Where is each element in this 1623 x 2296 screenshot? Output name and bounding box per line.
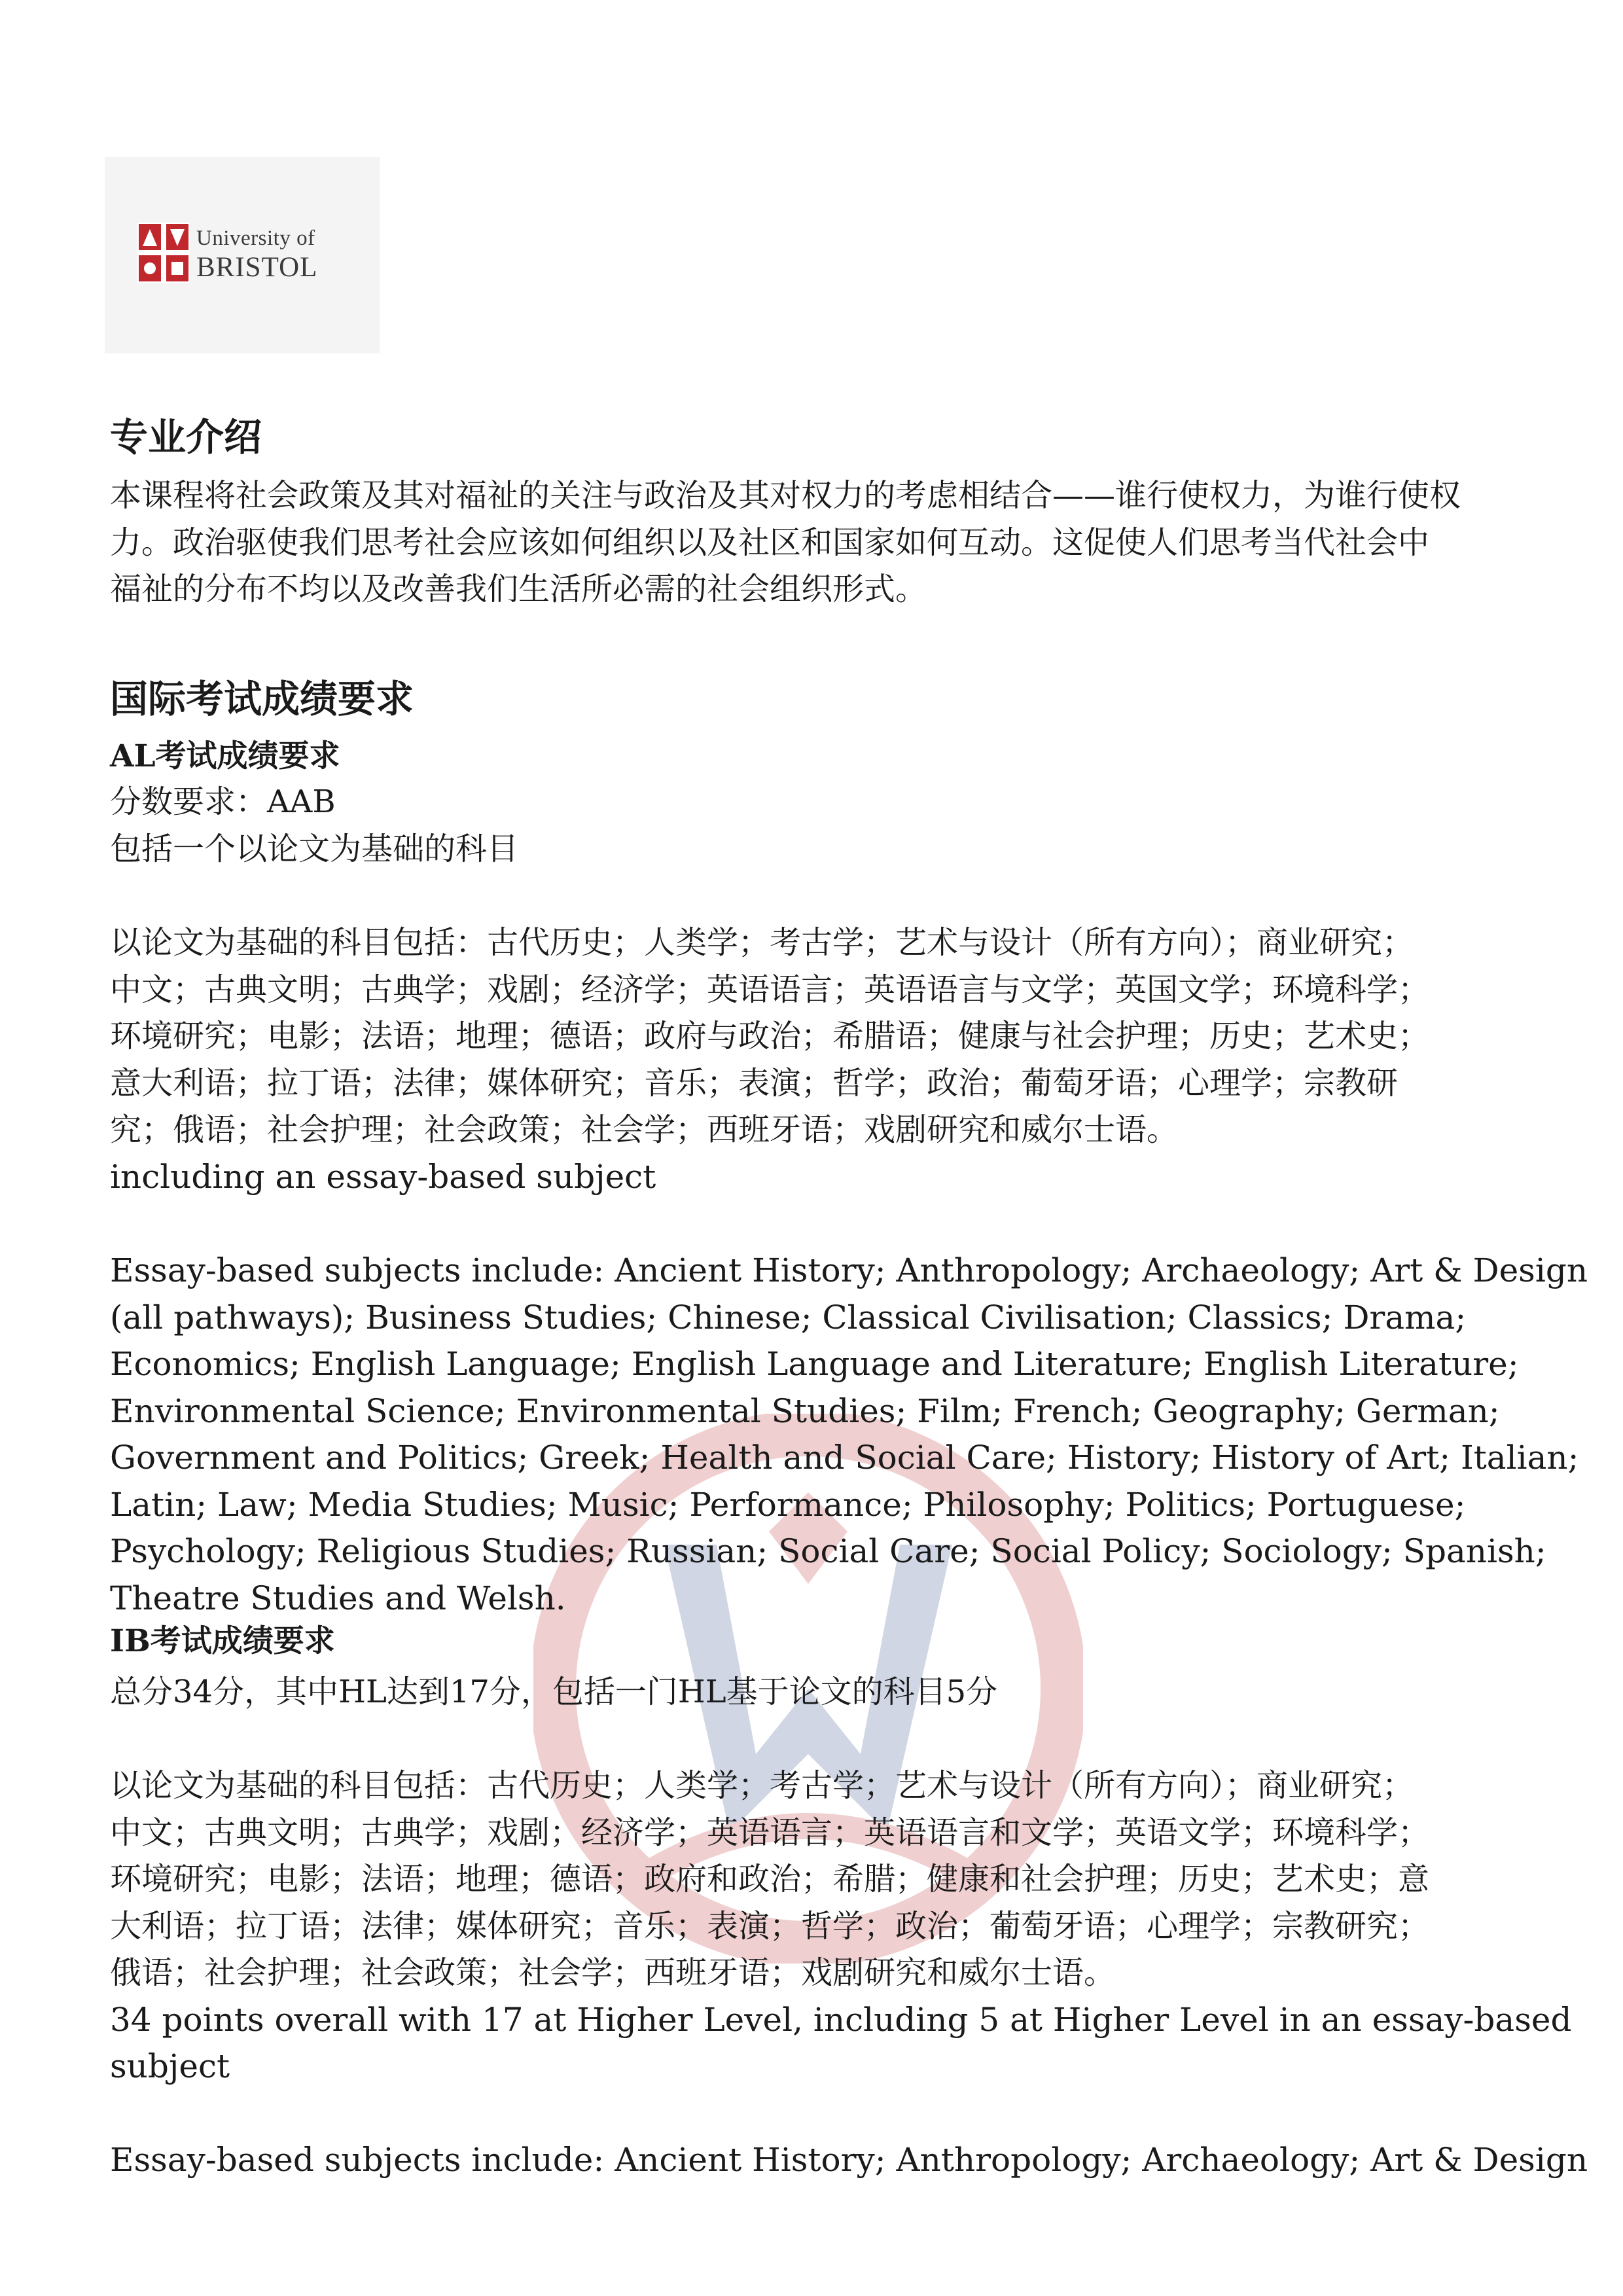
al-score: 分数要求：AAB [110, 783, 336, 820]
al-subjects-en-3: Economics; English Language; English Language and Literature; English Literature; [110, 1345, 1519, 1383]
requirements-heading: 国际考试成绩要求 [110, 677, 414, 721]
al-subjects-en-4: Environmental Science; Environmental Studies; Film; French; Geography; German; [110, 1392, 1500, 1430]
bristol-crest-icon [137, 223, 190, 283]
intro-heading: 专业介绍 [110, 415, 262, 459]
logo-line-2: BRISTOL [196, 252, 318, 283]
intro-line-3: 福祉的分布不均以及改善我们生活所必需的社会组织形式。 [110, 571, 927, 607]
ib-en-note-2: subject [110, 2047, 230, 2085]
al-subjects-en-1: Essay-based subjects include: Ancient History; Anthropology; Archaeology; Art & Design [110, 1251, 1588, 1289]
ib-score: 总分34分，其中HL达到17分，包括一门HL基于论文的科目5分 [110, 1674, 998, 1710]
intro-line-1: 本课程将社会政策及其对福祉的关注与政治及其对权力的考虑相结合——谁行使权力，为谁行使权 [110, 477, 1461, 514]
logo-line-1: University of [196, 226, 315, 250]
intro-line-2: 力。政治驱使我们思考社会应该如何组织以及社区和国家如何互动。这促使人们思考当代社会中 [110, 524, 1430, 561]
ib-heading: IB考试成绩要求 [110, 1623, 335, 1659]
al-note: 包括一个以论文为基础的科目 [110, 831, 519, 867]
ib-subjects-cn-3: 环境研究；电影；法语；地理；德语；政府和政治；希腊；健康和社会护理；历史；艺术史；意 [110, 1861, 1430, 1897]
al-subjects-en-5: Government and Politics; Greek; Health and Social Care; History; History of Art; Italian; [110, 1439, 1579, 1477]
al-subjects-en-2: (all pathways); Business Studies; Chinese; Classical Civilisation; Classics; Drama; [110, 1299, 1467, 1336]
ib-subjects-en-1: Essay-based subjects include: Ancient History; Anthropology; Archaeology; Art & Design [110, 2141, 1588, 2179]
al-heading: AL考试成绩要求 [110, 738, 340, 774]
university-logo [105, 157, 380, 353]
al-en-note: including an essay-based subject [110, 1158, 656, 1196]
ib-subjects-cn-1: 以论文为基础的科目包括：古代历史；人类学；考古学；艺术与设计（所有方向）；商业研究； [110, 1767, 1414, 1804]
al-subjects-en-7: Psychology; Religious Studies; Russian; Social Care; Social Policy; Sociology; Spanish; [110, 1532, 1546, 1570]
al-subjects-cn-5: 究；俄语；社会护理；社会政策；社会学；西班牙语；戏剧研究和威尔士语。 [110, 1111, 1179, 1148]
al-subjects-en-6: Latin; Law; Media Studies; Music; Performance; Philosophy; Politics; Portuguese; [110, 1486, 1466, 1524]
ib-subjects-cn-4: 大利语；拉丁语；法律；媒体研究；音乐；表演；哲学；政治；葡萄牙语；心理学；宗教研究； [110, 1908, 1430, 1945]
ib-subjects-cn-5: 俄语；社会护理；社会政策；社会学；西班牙语；戏剧研究和威尔士语。 [110, 1954, 1116, 1991]
al-subjects-cn-4: 意大利语；拉丁语；法律；媒体研究；音乐；表演；哲学；政治；葡萄牙语；心理学；宗教研 [110, 1065, 1399, 1102]
al-subjects-cn-3: 环境研究；电影；法语；地理；德语；政府与政治；希腊语；健康与社会护理；历史；艺术史； [110, 1018, 1430, 1054]
al-subjects-cn-1: 以论文为基础的科目包括：古代历史；人类学；考古学；艺术与设计（所有方向）；商业研究； [110, 924, 1414, 961]
al-subjects-en-8: Theatre Studies and Welsh. [110, 1579, 566, 1617]
ib-subjects-cn-2: 中文；古典文明；古典学；戏剧；经济学；英语语言；英语语言和文学；英语文学；环境科学； [110, 1814, 1430, 1851]
ib-en-note-1: 34 points overall with 17 at Higher Level, including 5 at Higher Level in an essay-based [110, 2001, 1572, 2039]
al-subjects-cn-2: 中文；古典文明；古典学；戏剧；经济学；英语语言；英语语言与文学；英国文学；环境科学； [110, 971, 1430, 1008]
